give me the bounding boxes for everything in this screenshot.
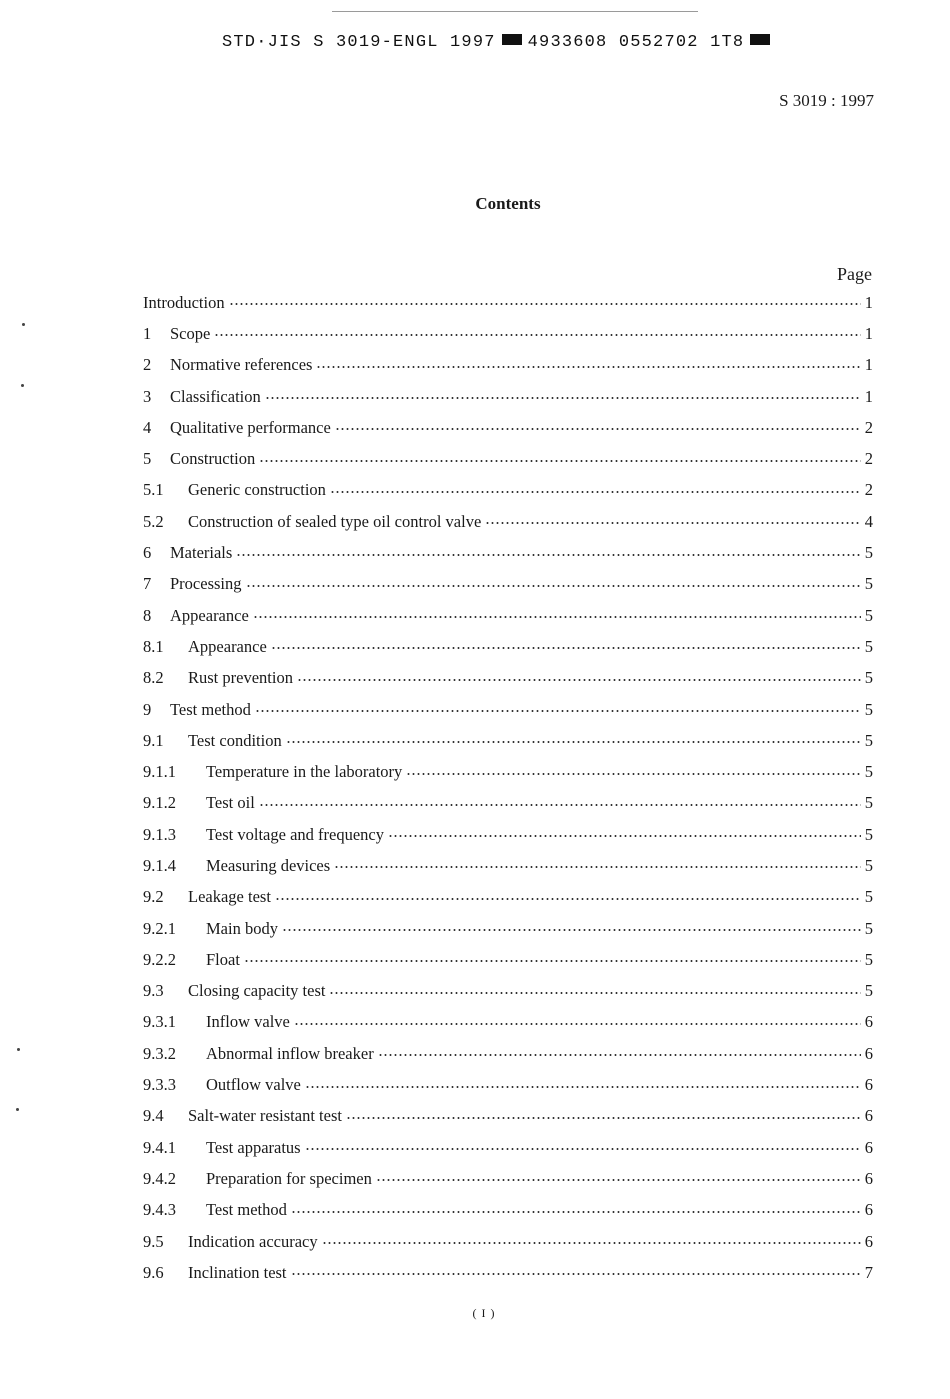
toc-entry-label: Test oil [206,793,255,813]
std-header-mid: 4933608 0552702 1T8 [527,33,745,52]
toc-entry-page: 6 [864,1043,873,1063]
toc-entry[interactable] [143,788,873,819]
toc-entry-label: Processing [170,574,242,594]
toc-entry-label: Closing capacity test [188,981,326,1001]
toc-entry-page: 6 [864,1168,873,1188]
toc-entry-page: 7 [864,1262,873,1282]
toc-entry-page: 5 [864,855,873,875]
toc-entry-number: 9.2.2 [143,949,176,969]
dot-leader [282,929,861,931]
toc-entry-page: 1 [864,386,873,406]
toc-entry-label: Rust prevention [188,668,293,688]
toc-entry-label: Construction of sealed type oil control valve [188,511,482,531]
toc-entry-number: 9.4.3 [143,1200,176,1220]
dot-leader [229,303,861,305]
toc-entry-number: 4 [143,417,152,437]
table-of-contents [143,287,873,1289]
toc-entry-page: 6 [864,1137,873,1157]
toc-entry[interactable] [143,944,873,975]
toc-entry[interactable] [143,756,873,787]
toc-entry[interactable] [143,1038,873,1069]
toc-entry-page: 5 [864,636,873,656]
toc-entry[interactable] [143,506,873,537]
toc-entry-page: 5 [864,668,873,688]
toc-entry[interactable] [143,443,873,474]
dot-leader [330,491,861,493]
toc-entry-number: 8.2 [143,668,164,688]
toc-entry-label: Test voltage and frequency [206,824,384,844]
dot-leader [406,773,861,775]
toc-entry[interactable] [143,819,873,850]
toc-entry-label: Test condition [188,730,282,750]
toc-entry-page: 1 [864,355,873,375]
dot-leader [376,1179,861,1181]
toc-entry-page: 5 [864,543,873,563]
toc-entry[interactable] [143,631,873,662]
toc-entry-number: 8 [143,605,152,625]
header-rule [332,11,698,12]
dot-leader [291,1273,861,1275]
toc-entry-label: Appearance [170,605,249,625]
toc-entry-page: 5 [864,605,873,625]
toc-entry[interactable] [143,913,873,944]
toc-entry[interactable] [143,1069,873,1100]
scan-speck [21,384,24,387]
toc-entry-page: 4 [864,511,873,531]
toc-entry-page: 6 [864,1231,873,1251]
toc-entry-label: Test method [170,699,251,719]
toc-entry-label: Materials [170,543,233,563]
toc-entry-label: Qualitative performance [170,417,331,437]
toc-entry[interactable] [143,850,873,881]
toc-entry-label: Abnormal inflow breaker [206,1043,374,1063]
toc-entry-label: Scope [170,323,211,343]
toc-entry-label: Temperature in the laboratory [206,762,403,782]
toc-entry-number: 5.2 [143,511,164,531]
toc-entry[interactable] [143,976,873,1007]
scan-speck [16,1108,19,1111]
toc-entry-number: 9.1.2 [143,793,176,813]
toc-entry-page: 5 [864,699,873,719]
toc-entry-page: 5 [864,887,873,907]
dot-leader [305,1086,861,1088]
page-footer-number: ( I ) [472,1306,496,1320]
toc-entry-label: Generic construction [188,480,326,500]
dot-leader [485,522,861,524]
toc-entry-number: 9.3.3 [143,1075,176,1095]
toc-entry-number: 7 [143,574,152,594]
toc-entry-page: 6 [864,1012,873,1032]
dot-leader [378,1054,861,1056]
toc-entry-page: 5 [864,949,873,969]
toc-entry-number: 9.5 [143,1231,164,1251]
toc-entry-number: 9.1.4 [143,855,176,875]
toc-entry[interactable] [143,600,873,631]
toc-entry-number: 5 [143,449,152,469]
toc-entry-number: 9.1.3 [143,824,176,844]
page-column-heading: Page [837,264,872,284]
toc-entry[interactable] [143,537,873,568]
toc-entry-page: 2 [864,480,873,500]
dot-leader [214,334,861,336]
toc-entry-number: 9.6 [143,1262,164,1282]
dot-leader [253,616,861,618]
toc-entry-number: 9.1.1 [143,762,176,782]
toc-entry-page: 5 [864,824,873,844]
dot-leader [316,366,861,368]
toc-entry-page: 6 [864,1106,873,1126]
toc-entry-page: 5 [864,762,873,782]
toc-entry-number: 6 [143,543,152,563]
dot-leader [322,1242,861,1244]
toc-entry-page: 2 [864,417,873,437]
toc-entry-page: 5 [864,981,873,1001]
black-block-mark [502,34,522,45]
scan-speck [22,323,25,326]
toc-entry-page: 5 [864,918,873,938]
toc-entry-number: 9.3.2 [143,1043,176,1063]
toc-entry-label: Test apparatus [206,1137,301,1157]
toc-entry[interactable] [143,318,873,349]
toc-entry-label: Test method [206,1200,287,1220]
toc-entry[interactable] [143,1132,873,1163]
toc-entry-number: 9 [143,699,152,719]
toc-entry-label: Introduction [143,292,225,312]
toc-entry-label: Salt-water resistant test [188,1106,342,1126]
dot-leader [259,460,861,462]
toc-entry-label: Leakage test [188,887,271,907]
black-block-mark [750,34,770,45]
dot-leader [259,804,861,806]
toc-entry[interactable] [143,694,873,725]
toc-entry-number: 5.1 [143,480,164,500]
std-header-left: STD·JIS S 3019-ENGL 1997 [222,33,496,52]
toc-entry-number: 9.4.1 [143,1137,176,1157]
toc-entry[interactable] [143,1257,873,1288]
dot-leader [297,679,861,681]
dot-leader [388,835,861,837]
std-header-line [222,33,822,52]
page-title: Contents [475,194,541,213]
toc-entry-label: Classification [170,386,261,406]
toc-entry[interactable] [143,475,873,506]
scan-speck [17,1048,20,1051]
toc-entry-number: 8.1 [143,636,164,656]
dot-leader [244,960,861,962]
dot-leader [255,710,861,712]
toc-entry-label: Inflow valve [206,1012,290,1032]
dot-leader [346,1117,861,1119]
toc-entry-page: 5 [864,574,873,594]
toc-entry-label: Appearance [188,636,267,656]
toc-entry-label: Preparation for specimen [206,1168,372,1188]
toc-entry[interactable] [143,350,873,381]
toc-entry-label: Main body [206,918,278,938]
dot-leader [286,741,861,743]
dot-leader [329,992,861,994]
toc-entry-number: 3 [143,386,152,406]
toc-entry[interactable] [143,412,873,443]
toc-entry[interactable] [143,287,873,318]
dot-leader [236,554,861,556]
toc-entry[interactable] [143,1163,873,1194]
dot-leader [291,1211,861,1213]
toc-entry-number: 9.2 [143,887,164,907]
toc-entry[interactable] [143,1007,873,1038]
toc-entry-page: 1 [864,292,873,312]
toc-entry-number: 2 [143,355,152,375]
toc-entry-number: 9.4 [143,1106,164,1126]
toc-entry-number: 1 [143,323,152,343]
toc-entry[interactable] [143,725,873,756]
toc-entry[interactable] [143,1101,873,1132]
dot-leader [265,397,861,399]
toc-entry[interactable] [143,1226,873,1257]
toc-entry-page: 5 [864,793,873,813]
toc-entry-label: Inclination test [188,1262,287,1282]
dot-leader [275,898,861,900]
dot-leader [335,428,861,430]
toc-entry[interactable] [143,1195,873,1226]
toc-entry-label: Normative references [170,355,313,375]
document-number: S 3019 : 1997 [779,91,874,110]
toc-entry[interactable] [143,882,873,913]
toc-entry-page: 5 [864,730,873,750]
toc-entry-label: Construction [170,449,256,469]
toc-entry[interactable] [143,569,873,600]
dot-leader [271,647,861,649]
dot-leader [305,1148,861,1150]
dot-leader [246,585,862,587]
toc-entry-page: 1 [864,323,873,343]
toc-entry-label: Indication accuracy [188,1231,318,1251]
toc-entry[interactable] [143,381,873,412]
dot-leader [334,866,861,868]
dot-leader [294,1023,861,1025]
toc-entry-page: 6 [864,1075,873,1095]
toc-entry-number: 9.3 [143,981,164,1001]
toc-entry-label: Measuring devices [206,855,331,875]
toc-entry-number: 9.1 [143,730,164,750]
toc-entry-number: 9.3.1 [143,1012,176,1032]
toc-entry-page: 6 [864,1200,873,1220]
toc-entry-label: Float [206,949,240,969]
toc-entry-number: 9.2.1 [143,918,176,938]
toc-entry-number: 9.4.2 [143,1168,176,1188]
toc-entry-page: 2 [864,449,873,469]
toc-entry-label: Outflow valve [206,1075,301,1095]
toc-entry[interactable] [143,663,873,694]
